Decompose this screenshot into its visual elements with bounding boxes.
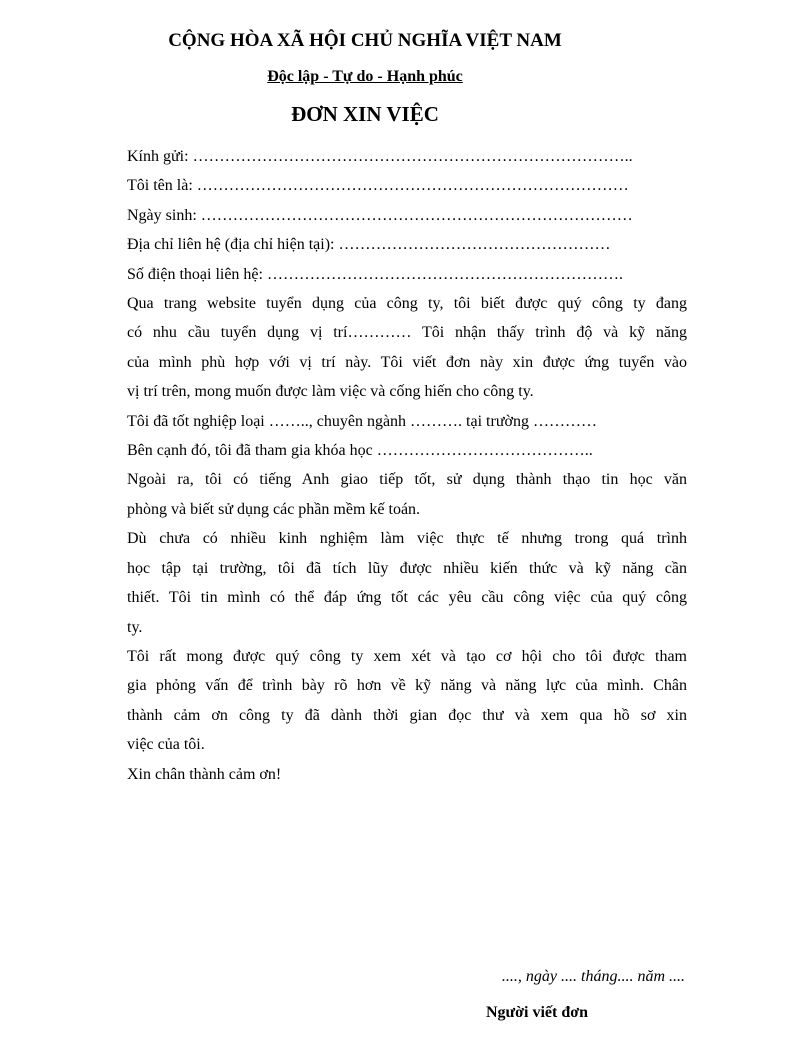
paragraph-line: Tôi rất mong được quý công ty xem xét và tạo cơ hội cho tôi được tham [127,647,687,665]
document-title: ĐƠN XIN VIỆC [291,102,439,126]
motto-heading: Độc lập - Tự do - Hạnh phúc [267,68,463,85]
phone-field: Số điện thoại liên hệ: …………………………………………………………. [127,265,623,283]
course-line: Bên cạnh đó, tôi đã tham gia khóa học ………………………………….. [127,442,593,460]
paragraph-line: việc của tôi. [127,736,205,754]
name-field: Tôi tên là: ……………………………………………………………………… [127,177,629,195]
paragraph-line: học tập tại trường, tôi đã tích lũy được nhiều kiến thức và kỹ năng cần [127,559,687,577]
closing-line: Xin chân thành cảm ơn! [127,765,282,783]
letter-body [127,142,687,789]
paragraph-line: thành cảm ơn công ty đã dành thời gian đọc thư và xem qua hồ sơ xin [127,706,687,724]
country-heading: CỘNG HÒA XÃ HỘI CHỦ NGHĨA VIỆT NAM [168,30,562,51]
signer-label: Người viết đơn [486,1004,588,1021]
paragraph-line: Ngoài ra, tôi có tiếng Anh giao tiếp tốt, sử dụng thành thạo tin học văn [127,471,687,489]
paragraph-line: ty. [127,618,143,636]
recipient-field: Kính gửi: ……………………………………………………………………….. [127,148,633,165]
paragraph-line: Qua trang website tuyển dụng của công ty, tôi biết được quý công ty đang [127,295,687,313]
education-line: Tôi đã tốt nghiệp loại …….., chuyên ngành ………. tại trường ………… [127,412,597,430]
paragraph-line: gia phỏng vấn để trình bày rõ hơn về kỹ năng và năng lực của mình. Chân [127,677,687,695]
paragraph-line: Dù chưa có nhiều kinh nghiệm làm việc thực tế nhưng trong quá trình [127,530,687,548]
paragraph-line: phòng và biết sử dụng các phần mềm kế toán. [127,500,421,518]
paragraph-line: vị trí trên, mong muốn được làm việc và cống hiến cho công ty. [127,383,534,401]
address-field: Địa chỉ liên hệ (địa chỉ hiện tại): …………………………………………… [127,236,611,254]
dob-field: Ngày sinh: ……………………………………………………………………… [127,206,633,224]
paragraph-line: của mình phù hợp với vị trí này. Tôi viết đơn này xin được ứng tuyển vào [127,353,687,371]
date-line: ...., ngày .... tháng.... năm .... [501,968,685,985]
paragraph-line: có nhu cầu tuyển dụng vị trí………… Tôi nhận thấy trình độ và kỹ năng [127,324,687,342]
paragraph-line: thiết. Tôi tin mình có thể đáp ứng tốt các yêu cầu công việc của quý công [127,589,687,607]
